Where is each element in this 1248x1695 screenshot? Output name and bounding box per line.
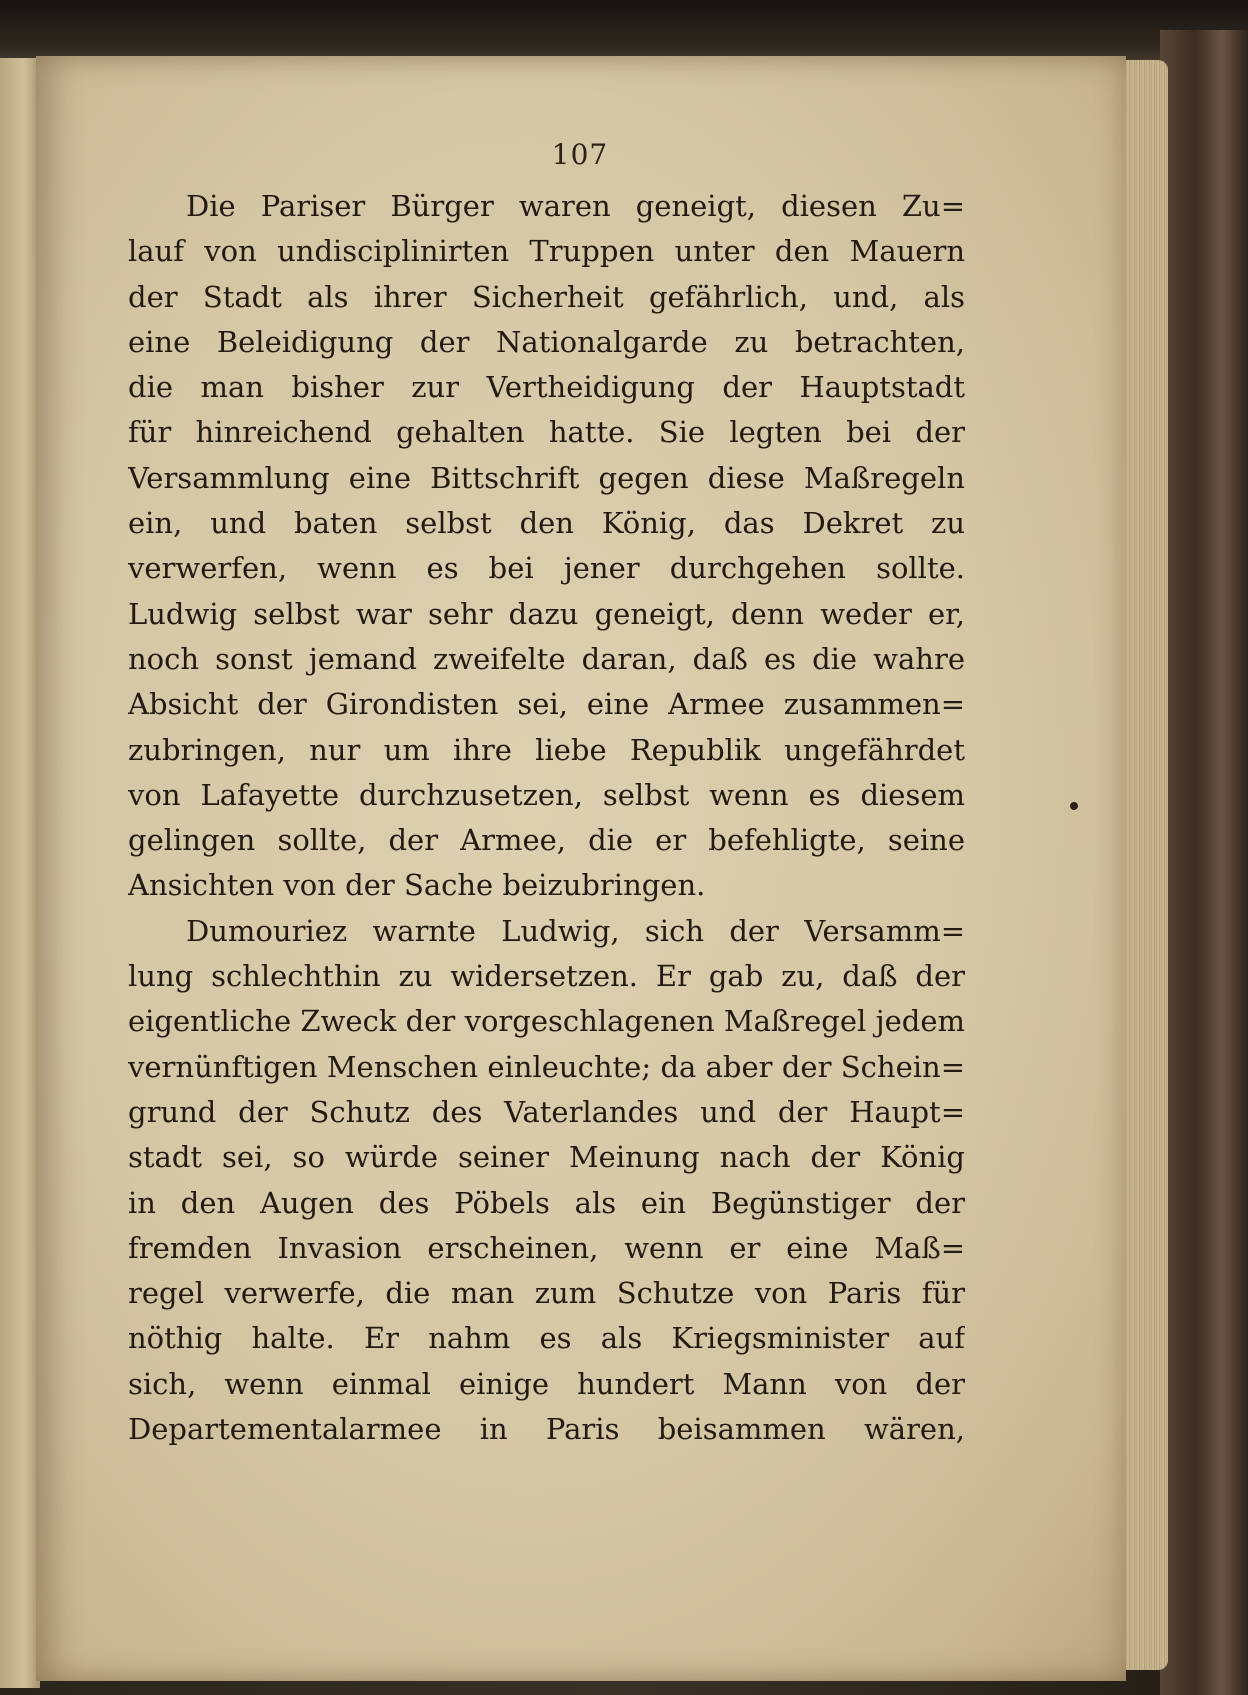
text-line: für hinreichend gehalten hatte. Sie legten bei der xyxy=(128,415,965,450)
text-line: eine Beleidigung der Nationalgarde zu betrachten, xyxy=(128,324,965,359)
text-line: Ludwig selbst war sehr dazu geneigt, denn weder er, xyxy=(128,596,965,631)
text-line: der Stadt als ihrer Sicherheit gefährlich, und, als xyxy=(128,279,965,314)
text-line: grund der Schutz des Vaterlandes und der Haupt= xyxy=(128,1094,965,1129)
page-number: 107 xyxy=(551,138,609,171)
text-line: von Lafayette durchzusetzen, selbst wenn es diesem xyxy=(128,777,965,812)
paragraph-2 xyxy=(128,909,965,1453)
text-line: Absicht der Girondisten sei, eine Armee zusammen= xyxy=(128,687,965,722)
text-line: Versammlung eine Bittschrift gegen diese Maßregeln xyxy=(128,460,965,495)
body-text xyxy=(128,184,965,1452)
text-line: vernünftigen Menschen einleuchte; da aber der Schein= xyxy=(128,1049,965,1084)
facing-page-edge xyxy=(0,58,40,1688)
text-line: verwerfen, wenn es bei jener durchgehen sollte. xyxy=(128,551,965,586)
page-stack-edge xyxy=(1120,60,1168,1670)
text-line: gelingen sollte, der Armee, die er befehligte, seine xyxy=(128,823,965,858)
text-line: Dumouriez warnte Ludwig, sich der Versamm= xyxy=(186,913,965,948)
paragraph-1 xyxy=(128,184,965,909)
book-cover-edge xyxy=(1160,30,1248,1695)
text-line: lung schlechthin zu widersetzen. Er gab zu, daß der xyxy=(128,959,965,994)
text-line: stadt sei, so würde seiner Meinung nach der König xyxy=(128,1140,965,1175)
text-line: sich, wenn einmal einige hundert Mann von der xyxy=(128,1366,965,1401)
text-line: in den Augen des Pöbels als ein Begünstiger der xyxy=(128,1185,965,1220)
text-line: nöthig halte. Er nahm es als Kriegsminister auf xyxy=(128,1321,965,1356)
text-line: Ansichten von der Sache beizubringen. xyxy=(128,868,706,903)
text-line: lauf von undisciplinirten Truppen unter den Mauern xyxy=(128,234,965,269)
text-line: zubringen, nur um ihre liebe Republik ungefährdet xyxy=(128,732,965,767)
text-line: Die Pariser Bürger waren geneigt, diesen Zu= xyxy=(186,189,965,223)
text-line: noch sonst jemand zweifelte daran, daß es die wahre xyxy=(128,641,965,676)
text-line: ein, und baten selbst den König, das Dekret zu xyxy=(128,506,965,541)
text-line: fremden Invasion erscheinen, wenn er eine Maß= xyxy=(128,1230,965,1265)
text-line: regel verwerfe, die man zum Schutze von Paris für xyxy=(128,1276,965,1311)
text-line: Departementalarmee in Paris beisammen wären, xyxy=(128,1412,965,1447)
text-line: eigentliche Zweck der vorgeschlagenen Maßregel jedem xyxy=(128,1004,965,1039)
text-line: die man bisher zur Vertheidigung der Hauptstadt xyxy=(128,370,965,405)
